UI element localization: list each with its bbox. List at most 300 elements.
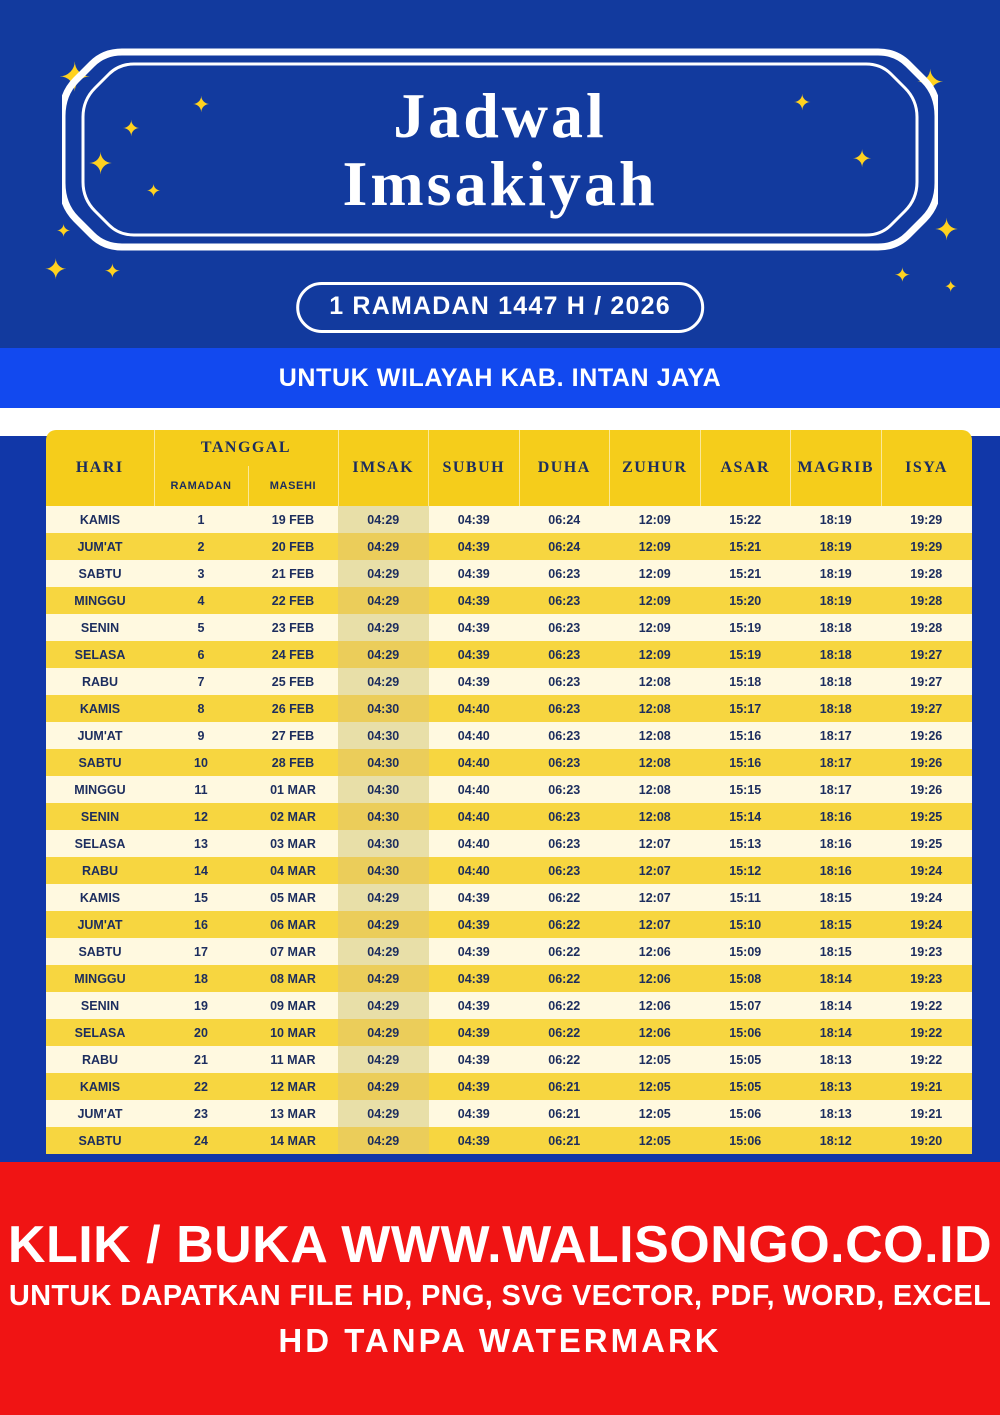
table-cell: RABU xyxy=(46,1046,154,1073)
table-row xyxy=(46,938,972,965)
star-icon: ✦ xyxy=(146,181,162,201)
table-cell: 2 xyxy=(154,533,248,560)
table-cell: 20 FEB xyxy=(248,533,338,560)
table-row xyxy=(46,857,972,884)
col-header-masehi: MASEHI xyxy=(248,466,338,506)
imsakiyah-table-wrapper xyxy=(46,430,954,1154)
table-row xyxy=(46,1100,972,1127)
table-cell: 18:17 xyxy=(791,776,882,803)
col-header-tanggal: TANGGAL xyxy=(154,430,338,466)
table-cell: 04:29 xyxy=(338,506,429,533)
star-icon: ✦ xyxy=(916,64,945,102)
col-header-subuh: SUBUH xyxy=(429,430,520,506)
table-cell: 04:29 xyxy=(338,587,429,614)
table-cell: 19:26 xyxy=(881,722,972,749)
table-row xyxy=(46,776,972,803)
table-cell: 26 FEB xyxy=(248,695,338,722)
table-cell: 01 MAR xyxy=(248,776,338,803)
poster-title xyxy=(62,42,938,257)
table-cell: 06:22 xyxy=(519,911,610,938)
table-row xyxy=(46,911,972,938)
table-cell: 12:09 xyxy=(610,641,701,668)
table-cell: 12 MAR xyxy=(248,1073,338,1100)
table-row xyxy=(46,560,972,587)
table-cell: 06:22 xyxy=(519,992,610,1019)
table-cell: 12:05 xyxy=(610,1046,701,1073)
col-header-asar: ASAR xyxy=(700,430,791,506)
table-cell: 12:07 xyxy=(610,830,701,857)
table-cell: MINGGU xyxy=(46,587,154,614)
table-cell: 04:29 xyxy=(338,641,429,668)
table-cell: 12:09 xyxy=(610,533,701,560)
table-cell: 18:18 xyxy=(791,641,882,668)
table-cell: 12:08 xyxy=(610,695,701,722)
table-cell: 12:08 xyxy=(610,668,701,695)
table-cell: 18:15 xyxy=(791,911,882,938)
table-cell: 04 MAR xyxy=(248,857,338,884)
table-row xyxy=(46,695,972,722)
table-cell: 19:25 xyxy=(881,803,972,830)
table-cell: 04:39 xyxy=(429,992,520,1019)
table-cell: 19:22 xyxy=(881,1046,972,1073)
star-icon: ✦ xyxy=(894,265,911,287)
table-cell: 19:23 xyxy=(881,938,972,965)
table-cell: 06:23 xyxy=(519,776,610,803)
table-cell: 19:28 xyxy=(881,614,972,641)
table-cell: 06:22 xyxy=(519,884,610,911)
table-cell: 06:22 xyxy=(519,965,610,992)
table-cell: KAMIS xyxy=(46,884,154,911)
table-cell: 04:39 xyxy=(429,1046,520,1073)
header-decoration xyxy=(0,0,1000,348)
table-cell: JUM'AT xyxy=(46,1100,154,1127)
table-cell: 04:29 xyxy=(338,938,429,965)
table-cell: 06:23 xyxy=(519,668,610,695)
table-cell: 05 MAR xyxy=(248,884,338,911)
table-cell: 06:22 xyxy=(519,938,610,965)
table-cell: 18:15 xyxy=(791,938,882,965)
table-cell: 19:26 xyxy=(881,749,972,776)
table-cell: 04:29 xyxy=(338,911,429,938)
col-header-ramadan: RAMADAN xyxy=(154,466,248,506)
table-cell: 15:08 xyxy=(700,965,791,992)
star-icon: ✦ xyxy=(104,261,121,283)
table-cell: MINGGU xyxy=(46,965,154,992)
table-cell: 15:21 xyxy=(700,533,791,560)
table-cell: 12:06 xyxy=(610,1019,701,1046)
table-cell: 19:22 xyxy=(881,992,972,1019)
star-icon: ✦ xyxy=(944,279,958,296)
table-cell: 12:07 xyxy=(610,884,701,911)
table-row xyxy=(46,587,972,614)
table-cell: 12:09 xyxy=(610,614,701,641)
table-cell: 15:16 xyxy=(700,722,791,749)
table-row xyxy=(46,722,972,749)
region-bar xyxy=(0,348,1000,408)
table-cell: 18:13 xyxy=(791,1046,882,1073)
table-cell: 06 MAR xyxy=(248,911,338,938)
table-cell: 06:23 xyxy=(519,722,610,749)
table-row xyxy=(46,1019,972,1046)
table-cell: 04:29 xyxy=(338,533,429,560)
table-cell: 19:28 xyxy=(881,560,972,587)
table-cell: 06:24 xyxy=(519,533,610,560)
table-cell: 7 xyxy=(154,668,248,695)
table-cell: 06:24 xyxy=(519,506,610,533)
promo-line-1[interactable]: KLIK / BUKA WWW.WALISONGO.CO.ID xyxy=(7,1216,993,1275)
table-cell: 15:20 xyxy=(700,587,791,614)
table-cell: 19:24 xyxy=(881,911,972,938)
table-cell: 04:39 xyxy=(429,1127,520,1154)
table-row xyxy=(46,965,972,992)
table-cell: 19:22 xyxy=(881,1019,972,1046)
table-cell: 04:39 xyxy=(429,1073,520,1100)
promo-line-2: UNTUK DAPATKAN FILE HD, PNG, SVG VECTOR, PDF, WORD, EXCEL xyxy=(8,1279,992,1312)
table-cell: 17 xyxy=(154,938,248,965)
table-row xyxy=(46,992,972,1019)
table-cell: 19:24 xyxy=(881,884,972,911)
table-cell: 04:29 xyxy=(338,614,429,641)
table-cell: KAMIS xyxy=(46,695,154,722)
table-cell: 22 FEB xyxy=(248,587,338,614)
table-cell: 23 xyxy=(154,1100,248,1127)
table-cell: 06:23 xyxy=(519,857,610,884)
table-cell: 04:30 xyxy=(338,722,429,749)
table-cell: 04:29 xyxy=(338,668,429,695)
table-cell: 04:29 xyxy=(338,1127,429,1154)
table-body xyxy=(46,506,972,1154)
table-cell: 13 MAR xyxy=(248,1100,338,1127)
table-cell: 18:14 xyxy=(791,992,882,1019)
imsakiyah-table xyxy=(46,430,972,1154)
table-cell: KAMIS xyxy=(46,1073,154,1100)
table-cell: 04:39 xyxy=(429,614,520,641)
table-cell: SABTU xyxy=(46,938,154,965)
table-cell: 18:18 xyxy=(791,614,882,641)
table-row xyxy=(46,614,972,641)
table-cell: 08 MAR xyxy=(248,965,338,992)
table-cell: 06:23 xyxy=(519,749,610,776)
table-cell: SENIN xyxy=(46,803,154,830)
table-cell: 15:18 xyxy=(700,668,791,695)
table-cell: 04:39 xyxy=(429,533,520,560)
table-cell: 10 xyxy=(154,749,248,776)
table-cell: 18:19 xyxy=(791,506,882,533)
table-cell: 12 xyxy=(154,803,248,830)
title-line-2: Imsakiyah xyxy=(342,147,658,219)
table-cell: 04:40 xyxy=(429,830,520,857)
table-cell: 06:22 xyxy=(519,1019,610,1046)
table-cell: 04:39 xyxy=(429,506,520,533)
table-cell: 19:25 xyxy=(881,830,972,857)
table-cell: 15:13 xyxy=(700,830,791,857)
table-cell: 06:23 xyxy=(519,614,610,641)
table-cell: JUM'AT xyxy=(46,533,154,560)
table-cell: 15:05 xyxy=(700,1073,791,1100)
table-cell: 16 xyxy=(154,911,248,938)
table-row xyxy=(46,641,972,668)
table-cell: 13 xyxy=(154,830,248,857)
table-cell: 04:40 xyxy=(429,803,520,830)
table-row xyxy=(46,803,972,830)
table-cell: 04:29 xyxy=(338,992,429,1019)
table-cell: 06:21 xyxy=(519,1100,610,1127)
table-row xyxy=(46,884,972,911)
table-cell: 04:40 xyxy=(429,857,520,884)
table-cell: SABTU xyxy=(46,749,154,776)
table-cell: 19:24 xyxy=(881,857,972,884)
col-header-isya: ISYA xyxy=(881,430,972,506)
table-cell: 27 FEB xyxy=(248,722,338,749)
table-cell: 15:15 xyxy=(700,776,791,803)
table-cell: RABU xyxy=(46,668,154,695)
table-cell: MINGGU xyxy=(46,776,154,803)
table-cell: 06:23 xyxy=(519,587,610,614)
star-icon: ✦ xyxy=(88,148,114,181)
table-cell: 04:39 xyxy=(429,911,520,938)
table-cell: 15:06 xyxy=(700,1019,791,1046)
table-cell: 24 FEB xyxy=(248,641,338,668)
table-cell: 15:22 xyxy=(700,506,791,533)
table-cell: 14 xyxy=(154,857,248,884)
table-cell: 18:16 xyxy=(791,830,882,857)
col-header-duha: DUHA xyxy=(519,430,610,506)
table-cell: 10 MAR xyxy=(248,1019,338,1046)
col-header-imsak: IMSAK xyxy=(338,430,429,506)
table-cell: 15:16 xyxy=(700,749,791,776)
table-row xyxy=(46,1073,972,1100)
table-cell: 15:06 xyxy=(700,1127,791,1154)
table-cell: 15 xyxy=(154,884,248,911)
table-cell: 19:20 xyxy=(881,1127,972,1154)
table-cell: JUM'AT xyxy=(46,722,154,749)
table-cell: 15:21 xyxy=(700,560,791,587)
table-cell: 06:23 xyxy=(519,830,610,857)
star-icon: ✦ xyxy=(192,92,211,117)
promo-line-3: HD TANPA WATERMARK xyxy=(278,1321,722,1359)
table-cell: 22 xyxy=(154,1073,248,1100)
table-cell: 06:23 xyxy=(519,803,610,830)
table-cell: 19:27 xyxy=(881,695,972,722)
table-cell: 04:40 xyxy=(429,695,520,722)
table-cell: 04:40 xyxy=(429,749,520,776)
table-cell: 8 xyxy=(154,695,248,722)
table-cell: 15:19 xyxy=(700,614,791,641)
table-cell: 4 xyxy=(154,587,248,614)
table-cell: 18 xyxy=(154,965,248,992)
table-cell: 1 xyxy=(154,506,248,533)
table-cell: 19:29 xyxy=(881,506,972,533)
table-cell: 04:30 xyxy=(338,830,429,857)
table-cell: 18:13 xyxy=(791,1100,882,1127)
table-cell: 18:12 xyxy=(791,1127,882,1154)
star-icon: ✦ xyxy=(122,116,141,141)
table-cell: 15:10 xyxy=(700,911,791,938)
table-cell: 04:29 xyxy=(338,1100,429,1127)
table-cell: SENIN xyxy=(46,992,154,1019)
table-cell: 04:30 xyxy=(338,695,429,722)
table-cell: 19:28 xyxy=(881,587,972,614)
table-cell: 12:09 xyxy=(610,587,701,614)
table-cell: 18:19 xyxy=(791,560,882,587)
table-cell: 3 xyxy=(154,560,248,587)
table-cell: 04:39 xyxy=(429,1100,520,1127)
region-label: UNTUK WILAYAH KAB. INTAN JAYA xyxy=(278,363,722,392)
table-cell: 19:29 xyxy=(881,533,972,560)
col-header-magrib: MAGRIB xyxy=(791,430,882,506)
table-cell: 19:27 xyxy=(881,668,972,695)
table-cell: 12:05 xyxy=(610,1100,701,1127)
table-row xyxy=(46,749,972,776)
table-cell: SELASA xyxy=(46,641,154,668)
table-row xyxy=(46,668,972,695)
table-cell: 12:06 xyxy=(610,965,701,992)
star-icon: ✦ xyxy=(44,254,68,285)
table-cell: RABU xyxy=(46,857,154,884)
table-cell: 11 MAR xyxy=(248,1046,338,1073)
table-cell: 18:14 xyxy=(791,965,882,992)
table-cell: 12:08 xyxy=(610,722,701,749)
table-cell: 12:06 xyxy=(610,938,701,965)
table-row xyxy=(46,506,972,533)
table-cell: 20 xyxy=(154,1019,248,1046)
table-cell: 06:23 xyxy=(519,695,610,722)
star-icon: ✦ xyxy=(793,90,812,115)
table-cell: 04:30 xyxy=(338,776,429,803)
table-cell: 18:16 xyxy=(791,803,882,830)
table-cell: SENIN xyxy=(46,614,154,641)
table-cell: 21 xyxy=(154,1046,248,1073)
table-cell: 12:08 xyxy=(610,749,701,776)
table-cell: 12:06 xyxy=(610,992,701,1019)
table-cell: 12:08 xyxy=(610,776,701,803)
table-cell: 09 MAR xyxy=(248,992,338,1019)
table-cell: 19 FEB xyxy=(248,506,338,533)
table-cell: 6 xyxy=(154,641,248,668)
table-cell: 12:07 xyxy=(610,857,701,884)
table-cell: 12:07 xyxy=(610,911,701,938)
table-cell: 15:07 xyxy=(700,992,791,1019)
table-cell: 04:29 xyxy=(338,1019,429,1046)
table-cell: SELASA xyxy=(46,830,154,857)
table-cell: KAMIS xyxy=(46,506,154,533)
table-cell: 04:40 xyxy=(429,722,520,749)
table-cell: 06:21 xyxy=(519,1127,610,1154)
table-cell: 04:30 xyxy=(338,803,429,830)
star-icon: ✦ xyxy=(56,221,72,241)
table-cell: 18:18 xyxy=(791,695,882,722)
table-cell: 04:29 xyxy=(338,884,429,911)
poster-header xyxy=(0,0,1000,348)
table-cell: 18:18 xyxy=(791,668,882,695)
table-cell: 21 FEB xyxy=(248,560,338,587)
table-cell: 15:12 xyxy=(700,857,791,884)
table-row xyxy=(46,1046,972,1073)
table-cell: 28 FEB xyxy=(248,749,338,776)
table-cell: JUM'AT xyxy=(46,911,154,938)
table-cell: 12:09 xyxy=(610,560,701,587)
table-cell: 04:29 xyxy=(338,1073,429,1100)
table-cell: 18:15 xyxy=(791,884,882,911)
table-cell: 06:22 xyxy=(519,1046,610,1073)
col-header-zuhur: ZUHUR xyxy=(610,430,701,506)
table-row xyxy=(46,533,972,560)
table-cell: 04:39 xyxy=(429,884,520,911)
table-cell: 19:26 xyxy=(881,776,972,803)
table-cell: 24 xyxy=(154,1127,248,1154)
table-cell: 12:05 xyxy=(610,1073,701,1100)
table-cell: 18:13 xyxy=(791,1073,882,1100)
table-cell: 04:40 xyxy=(429,776,520,803)
table-cell: 18:14 xyxy=(791,1019,882,1046)
table-cell: 11 xyxy=(154,776,248,803)
table-cell: 04:39 xyxy=(429,938,520,965)
star-icon: ✦ xyxy=(852,146,873,173)
table-cell: 19:23 xyxy=(881,965,972,992)
table-cell: 06:23 xyxy=(519,641,610,668)
table-cell: 19:21 xyxy=(881,1100,972,1127)
table-cell: 04:29 xyxy=(338,560,429,587)
table-cell: 02 MAR xyxy=(248,803,338,830)
table-cell: SELASA xyxy=(46,1019,154,1046)
table-cell: SABTU xyxy=(46,1127,154,1154)
table-cell: 14 MAR xyxy=(248,1127,338,1154)
table-cell: 04:39 xyxy=(429,1019,520,1046)
table-header xyxy=(46,430,972,506)
table-cell: 19 xyxy=(154,992,248,1019)
table-cell: 03 MAR xyxy=(248,830,338,857)
table-cell: 15:11 xyxy=(700,884,791,911)
table-cell: 18:19 xyxy=(791,533,882,560)
table-cell: 18:17 xyxy=(791,749,882,776)
table-cell: 06:21 xyxy=(519,1073,610,1100)
table-cell: 19:27 xyxy=(881,641,972,668)
table-cell: 15:14 xyxy=(700,803,791,830)
table-cell: 15:09 xyxy=(700,938,791,965)
title-line-1: Jadwal xyxy=(393,79,607,151)
table-cell: 04:29 xyxy=(338,1046,429,1073)
table-cell: 15:05 xyxy=(700,1046,791,1073)
table-cell: 5 xyxy=(154,614,248,641)
table-cell: 04:29 xyxy=(338,965,429,992)
table-cell: 04:39 xyxy=(429,668,520,695)
table-cell: 15:19 xyxy=(700,641,791,668)
table-cell: 18:19 xyxy=(791,587,882,614)
table-cell: 12:05 xyxy=(610,1127,701,1154)
table-cell: 04:39 xyxy=(429,965,520,992)
table-cell: 12:09 xyxy=(610,506,701,533)
table-cell: 04:39 xyxy=(429,641,520,668)
table-cell: 04:30 xyxy=(338,749,429,776)
table-cell: 15:06 xyxy=(700,1100,791,1127)
table-cell: 12:08 xyxy=(610,803,701,830)
table-cell: 04:39 xyxy=(429,587,520,614)
table-row xyxy=(46,830,972,857)
star-icon: ✦ xyxy=(58,56,92,100)
ramadan-date-badge: 1 RAMADAN 1447 H / 2026 xyxy=(296,282,704,333)
table-cell: 18:17 xyxy=(791,722,882,749)
table-cell: 06:23 xyxy=(519,560,610,587)
table-cell: 25 FEB xyxy=(248,668,338,695)
table-cell: 23 FEB xyxy=(248,614,338,641)
table-cell: 15:17 xyxy=(700,695,791,722)
star-icon: ✦ xyxy=(934,214,960,247)
table-cell: 18:16 xyxy=(791,857,882,884)
col-header-hari: HARI xyxy=(46,430,154,506)
table-cell: 04:30 xyxy=(338,857,429,884)
table-cell: SABTU xyxy=(46,560,154,587)
table-row xyxy=(46,1127,972,1154)
